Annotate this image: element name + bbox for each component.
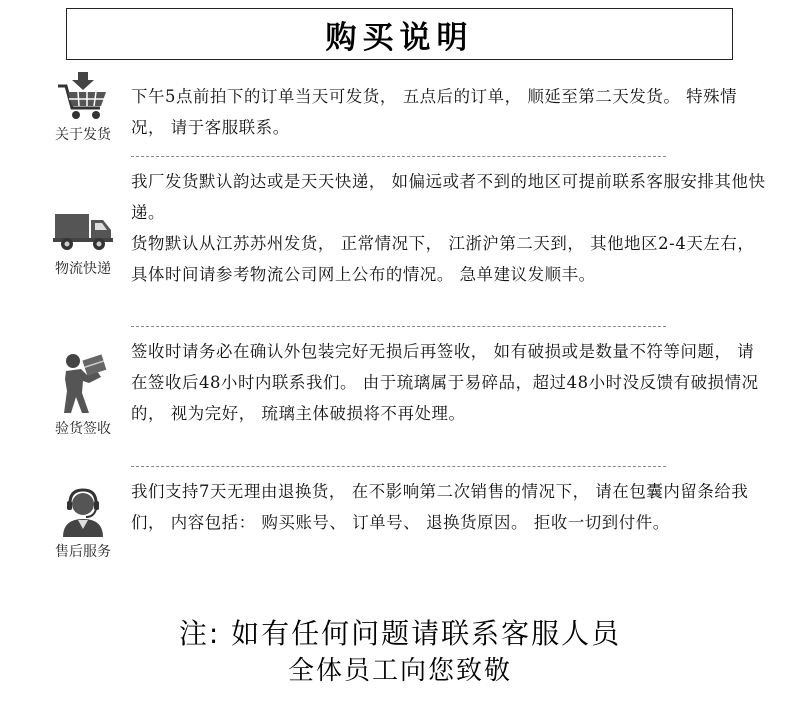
page-title: 购买说明 xyxy=(325,19,474,56)
section-shipping-icon-col xyxy=(36,70,130,144)
section-shipping-text xyxy=(131,81,771,143)
paragraph: 我们支持7天无理由退换货， 在不影响第二次销售的情况下， 请在包囊内留条给我们， 内容包括： 购买账号、 订单号、 退换货原因。 拒收一切到付件。 xyxy=(131,482,749,532)
section-label-shipping: 关于发货 xyxy=(55,127,111,143)
section-label-logistics: 物流快递 xyxy=(55,261,111,277)
section-label-aftersales: 售后服务 xyxy=(55,544,111,560)
paragraph: 签收时请务必在确认外包装完好无损后再签收， 如有破损或是数量不符等问题， 请在签收后48小时内联系我们。 由于琉璃属于易碎品，超过48小时没反馈有破损情况的， 视为完好， 琉璃主体破损将不再处理。 xyxy=(131,342,759,423)
section-logistics-icon-col xyxy=(36,204,130,278)
section-inspection-text xyxy=(131,336,771,429)
title-box xyxy=(66,8,733,60)
divider xyxy=(131,326,666,327)
section-logistics-text xyxy=(131,166,771,290)
delivery-truck-icon xyxy=(53,204,113,256)
footer-note: 注: 如有任何问题请联系客服人员 xyxy=(178,617,622,650)
section-aftersales-text xyxy=(131,476,771,538)
customer-service-agent-icon xyxy=(53,485,113,539)
footer-greeting: 全体员工向您致敬 xyxy=(287,656,512,686)
divider xyxy=(131,156,666,157)
section-inspection-icon-col xyxy=(36,352,130,438)
divider xyxy=(131,466,666,467)
paragraph: 货物默认从江苏苏州发货， 正常情况下， 江浙沪第二天到， 其他地区2-4天左右， 具体时间请参考物流公司网上公布的情况。 急单建议发顺丰。 xyxy=(131,234,755,284)
section-label-inspection: 验货签收 xyxy=(55,421,111,437)
paragraph: 下午5点前拍下的订单当天可发货， 五点后的订单， 顺延至第二天发货。 特殊情况， 请于客服联系。 xyxy=(131,87,738,137)
section-aftersales-icon-col xyxy=(36,485,130,561)
courier-carrying-box-icon xyxy=(53,352,113,416)
paragraph: 我厂发货默认韵达或是天天快递， 如偏远或者不到的地区可提前联系客服安排其他快递。 xyxy=(131,172,766,222)
shopping-cart-icon xyxy=(53,70,113,122)
